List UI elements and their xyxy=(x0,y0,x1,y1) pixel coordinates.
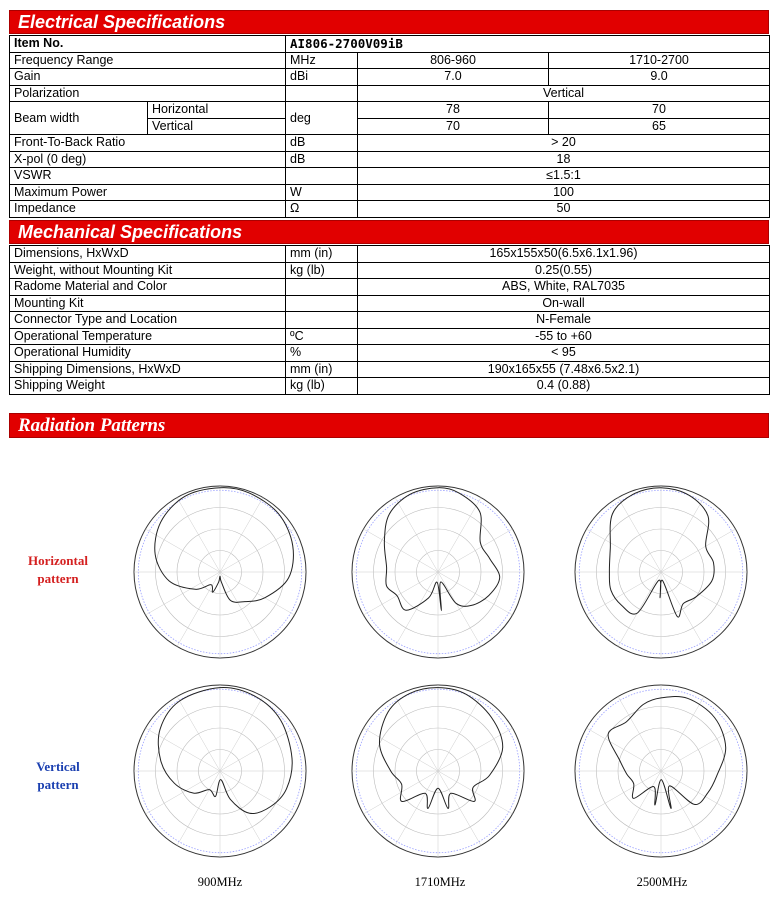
grid-spoke xyxy=(618,771,661,845)
grid-spoke xyxy=(177,498,220,572)
grid-spoke xyxy=(587,529,661,572)
table-row: Frequency Range MHz 806-960 1710-2700 xyxy=(10,52,770,69)
table-row: Impedance Ω 50 xyxy=(10,201,770,218)
horizontal-pattern-label: Horizontal pattern xyxy=(28,553,88,586)
item-row xyxy=(10,36,770,53)
grid-spoke xyxy=(364,529,438,572)
grid-spoke xyxy=(661,498,704,572)
electrical-header xyxy=(9,10,769,34)
table-row: Weight, without Mounting Kit kg (lb) 0.25(0.55) xyxy=(10,262,770,279)
polar-plot-v-900 xyxy=(125,681,315,861)
mechanical-title: Mechanical Specifications xyxy=(18,222,243,242)
polar-plot-h-900 xyxy=(125,482,315,662)
grid-spoke xyxy=(661,572,735,615)
grid-spoke xyxy=(587,771,661,814)
grid-spoke xyxy=(177,697,220,771)
grid-spoke xyxy=(618,498,661,572)
grid-spoke xyxy=(438,728,512,771)
grid-spoke xyxy=(438,572,481,646)
polar-plot-v-2500 xyxy=(566,681,756,861)
grid-spoke xyxy=(618,572,661,646)
electrical-title: Electrical Specifications xyxy=(18,12,226,32)
table-row: X-pol (0 deg) dB 18 xyxy=(10,151,770,168)
grid-spoke xyxy=(438,498,481,572)
grid-spoke xyxy=(220,572,294,615)
pattern-curve xyxy=(155,488,294,603)
grid-spoke xyxy=(395,697,438,771)
polar-plot-v-1710 xyxy=(343,681,533,861)
table-row: Operational Temperature ºC -55 to +60 xyxy=(10,328,770,345)
table-row: Operational Humidity % < 95 xyxy=(10,345,770,362)
grid-spoke xyxy=(661,529,735,572)
table-row: Vertical 70 65 xyxy=(10,118,770,135)
pattern-curve xyxy=(158,687,292,813)
table-row: Mounting Kit On-wall xyxy=(10,295,770,312)
grid-spoke xyxy=(364,728,438,771)
grid-spoke xyxy=(220,529,294,572)
grid-spoke xyxy=(395,572,438,646)
grid-spoke xyxy=(220,697,263,771)
grid-spoke xyxy=(587,728,661,771)
table-row: Shipping Dimensions, HxWxD mm (in) 190x165x55 (7.48x6.5x2.1) xyxy=(10,361,770,378)
beam-width-label: Beam width xyxy=(10,102,148,135)
grid-spoke xyxy=(661,771,704,845)
item-label: Item No. xyxy=(10,36,286,53)
grid-spoke xyxy=(220,728,294,771)
table-row: Beam width Horizontal deg 78 70 xyxy=(10,102,770,119)
grid-spoke xyxy=(438,529,512,572)
grid-spoke xyxy=(438,771,481,845)
grid-spoke xyxy=(146,728,220,771)
grid-spoke xyxy=(438,697,481,771)
table-row: Polarization Vertical xyxy=(10,85,770,102)
grid-spoke xyxy=(220,498,263,572)
table-row: Dimensions, HxWxD mm (in) 165x155x50(6.5x6.1x1.96) xyxy=(10,246,770,263)
table-row: Maximum Power W 100 xyxy=(10,184,770,201)
grid-spoke xyxy=(146,529,220,572)
grid-spoke xyxy=(177,771,220,845)
table-row: Radome Material and Color ABS, White, RAL7035 xyxy=(10,279,770,296)
item-value: AI806-2700V09iB xyxy=(286,36,770,53)
radiation-header xyxy=(9,413,769,438)
freq-label-2500: 2500MHz xyxy=(636,875,688,889)
grid-spoke xyxy=(661,728,735,771)
mechanical-table xyxy=(9,245,770,395)
grid-spoke xyxy=(146,771,220,814)
table-row: Front-To-Back Ratio dB > 20 xyxy=(10,135,770,152)
grid-spoke xyxy=(661,697,704,771)
grid-spoke xyxy=(220,771,263,845)
grid-spoke xyxy=(220,771,294,814)
grid-spoke xyxy=(395,771,438,845)
grid-spoke xyxy=(220,572,263,646)
table-row: Gain dBi 7.0 9.0 xyxy=(10,69,770,86)
grid-spoke xyxy=(364,572,438,615)
freq-label-900: 900MHz xyxy=(197,875,243,889)
grid-spoke xyxy=(661,771,735,814)
grid-spoke xyxy=(661,572,704,646)
grid-spoke xyxy=(177,572,220,646)
table-row: Shipping Weight kg (lb) 0.4 (0.88) xyxy=(10,378,770,395)
radiation-title: Radiation Patterns xyxy=(18,415,166,436)
table-row: VSWR ≤1.5:1 xyxy=(10,168,770,185)
mechanical-header xyxy=(9,220,769,244)
electrical-table xyxy=(9,35,770,218)
grid-spoke xyxy=(395,498,438,572)
table-row: Connector Type and Location N-Female xyxy=(10,312,770,329)
polar-plot-h-1710 xyxy=(343,482,533,662)
freq-label-1710: 1710MHz xyxy=(414,875,466,889)
grid-spoke xyxy=(146,572,220,615)
vertical-pattern-label: Vertical pattern xyxy=(36,759,80,792)
polar-plot-h-2500 xyxy=(566,482,756,662)
